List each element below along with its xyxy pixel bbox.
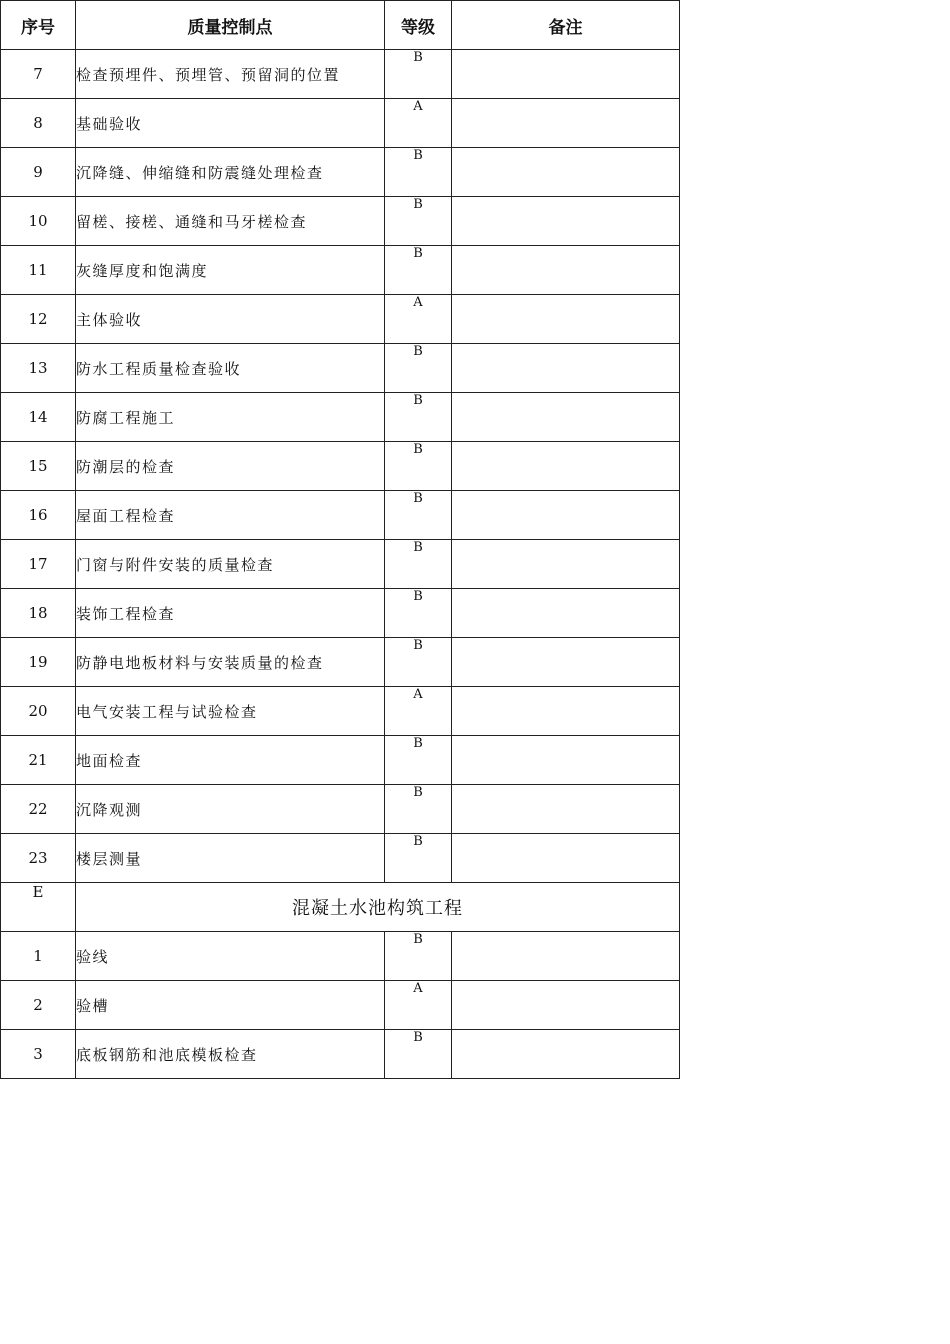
- table-row: [1, 393, 680, 442]
- table-row: [1, 785, 680, 834]
- grade: B: [385, 834, 452, 883]
- row-number: 14: [1, 393, 76, 442]
- control-point: 基础验收: [76, 99, 385, 148]
- table-row: [1, 1030, 680, 1079]
- row-number: 23: [1, 834, 76, 883]
- grade: B: [385, 148, 452, 197]
- table-row: [1, 99, 680, 148]
- row-number: 22: [1, 785, 76, 834]
- control-point: 留槎、接槎、通缝和马牙槎检查: [76, 197, 385, 246]
- row-number: 8: [1, 99, 76, 148]
- row-number: 21: [1, 736, 76, 785]
- grade: B: [385, 736, 452, 785]
- table-row: [1, 834, 680, 883]
- grade: B: [385, 1030, 452, 1079]
- table-row: [1, 736, 680, 785]
- grade: B: [385, 197, 452, 246]
- control-point: 底板钢筋和池底模板检查: [76, 1030, 385, 1079]
- row-number: 3: [1, 1030, 76, 1079]
- table-row: [1, 344, 680, 393]
- grade: B: [385, 932, 452, 981]
- table-row: [1, 442, 680, 491]
- control-point: 地面检查: [76, 736, 385, 785]
- table-row: [1, 148, 680, 197]
- table-row: [1, 295, 680, 344]
- note-cell: [452, 442, 680, 491]
- grade: B: [385, 344, 452, 393]
- note-cell: [452, 736, 680, 785]
- table-row: [1, 932, 680, 981]
- row-number: 9: [1, 148, 76, 197]
- control-point: 验线: [76, 932, 385, 981]
- note-cell: [452, 295, 680, 344]
- note-cell: [452, 932, 680, 981]
- table-row: [1, 50, 680, 99]
- grade: B: [385, 393, 452, 442]
- table-row: [1, 491, 680, 540]
- control-point: 灰缝厚度和饱满度: [76, 246, 385, 295]
- grade: B: [385, 540, 452, 589]
- note-cell: [452, 638, 680, 687]
- control-point: 验槽: [76, 981, 385, 1030]
- row-number: 1: [1, 932, 76, 981]
- grade: B: [385, 785, 452, 834]
- row-number: 7: [1, 50, 76, 99]
- grade: A: [385, 295, 452, 344]
- control-point: 楼层测量: [76, 834, 385, 883]
- row-number: 10: [1, 197, 76, 246]
- note-cell: [452, 344, 680, 393]
- section-number: E: [1, 883, 76, 932]
- note-cell: [452, 50, 680, 99]
- control-point: 电气安装工程与试验检查: [76, 687, 385, 736]
- header-note: 备注: [452, 1, 680, 50]
- section-row: [1, 883, 680, 932]
- row-number: 17: [1, 540, 76, 589]
- table-body: [1, 50, 680, 1079]
- table-row: [1, 540, 680, 589]
- section-title: 混凝土水池构筑工程: [76, 883, 680, 932]
- table-row: [1, 197, 680, 246]
- table-row: [1, 981, 680, 1030]
- row-number: 15: [1, 442, 76, 491]
- grade: A: [385, 687, 452, 736]
- grade: B: [385, 50, 452, 99]
- header-grade: 等级: [385, 1, 452, 50]
- control-point: 防潮层的检查: [76, 442, 385, 491]
- note-cell: [452, 393, 680, 442]
- table-row: [1, 246, 680, 295]
- grade: B: [385, 638, 452, 687]
- control-point: 门窗与附件安装的质量检查: [76, 540, 385, 589]
- grade: A: [385, 981, 452, 1030]
- grade: B: [385, 246, 452, 295]
- row-number: 12: [1, 295, 76, 344]
- note-cell: [452, 785, 680, 834]
- control-point: 检查预埋件、预埋管、预留洞的位置: [76, 50, 385, 99]
- note-cell: [452, 148, 680, 197]
- row-number: 2: [1, 981, 76, 1030]
- note-cell: [452, 1030, 680, 1079]
- control-point: 沉降缝、伸缩缝和防震缝处理检查: [76, 148, 385, 197]
- row-number: 19: [1, 638, 76, 687]
- grade: A: [385, 99, 452, 148]
- row-number: 13: [1, 344, 76, 393]
- row-number: 11: [1, 246, 76, 295]
- control-point: 防水工程质量检查验收: [76, 344, 385, 393]
- control-point: 防静电地板材料与安装质量的检查: [76, 638, 385, 687]
- note-cell: [452, 197, 680, 246]
- table-row: [1, 638, 680, 687]
- control-point: 沉降观测: [76, 785, 385, 834]
- note-cell: [452, 246, 680, 295]
- grade: B: [385, 491, 452, 540]
- control-point: 屋面工程检查: [76, 491, 385, 540]
- row-number: 20: [1, 687, 76, 736]
- header-row: [1, 1, 680, 50]
- control-point: 主体验收: [76, 295, 385, 344]
- control-point: 防腐工程施工: [76, 393, 385, 442]
- note-cell: [452, 687, 680, 736]
- grade: B: [385, 442, 452, 491]
- table-row: [1, 687, 680, 736]
- note-cell: [452, 589, 680, 638]
- note-cell: [452, 491, 680, 540]
- note-cell: [452, 540, 680, 589]
- header-item: 质量控制点: [76, 1, 385, 50]
- grade: B: [385, 589, 452, 638]
- note-cell: [452, 834, 680, 883]
- note-cell: [452, 981, 680, 1030]
- table-row: [1, 589, 680, 638]
- row-number: 18: [1, 589, 76, 638]
- row-number: 16: [1, 491, 76, 540]
- note-cell: [452, 99, 680, 148]
- control-point: 装饰工程检查: [76, 589, 385, 638]
- header-no: 序号: [1, 1, 76, 50]
